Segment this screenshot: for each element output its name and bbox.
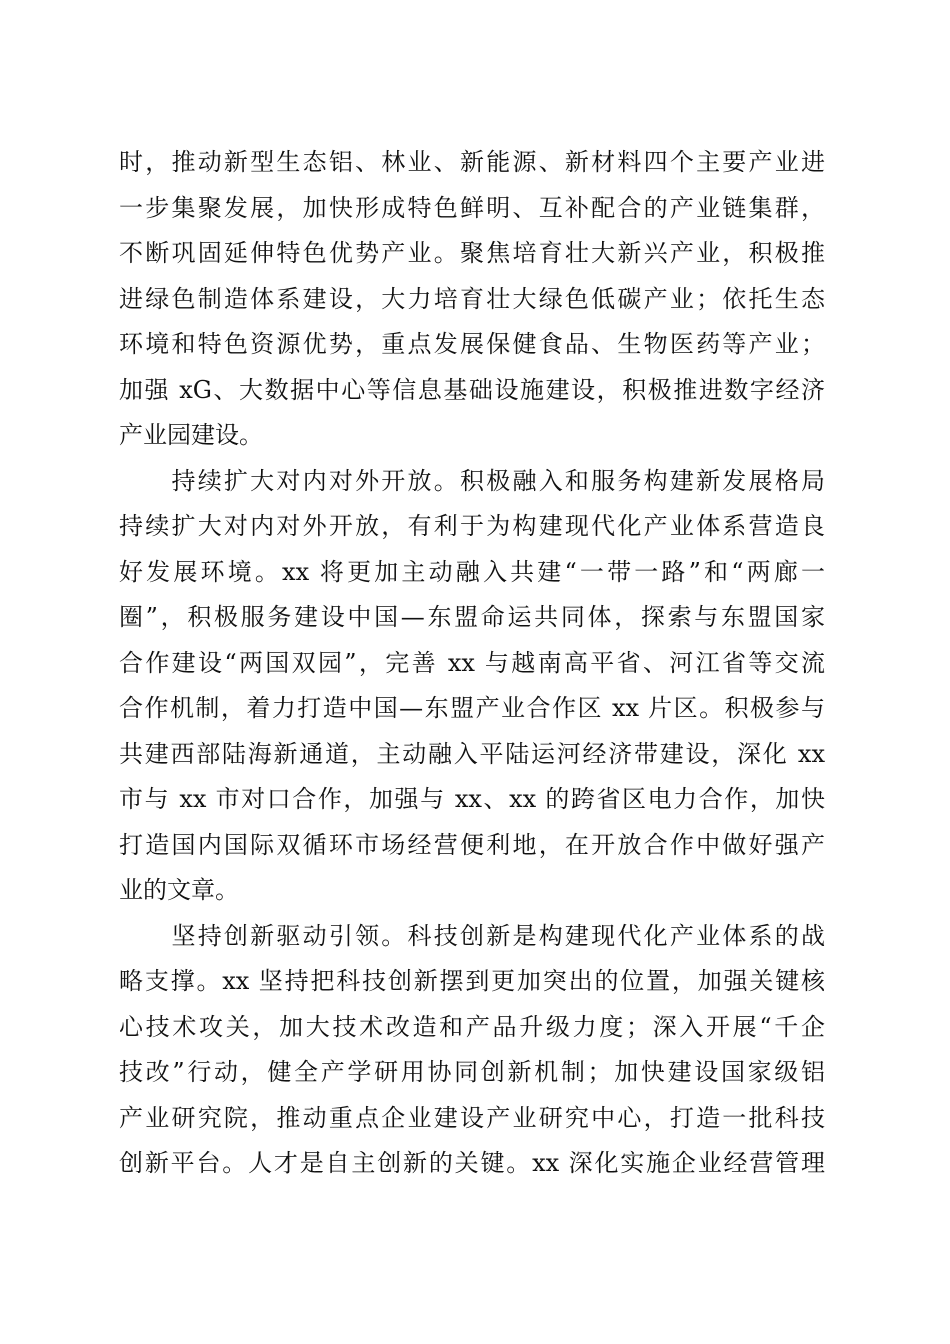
text-line: 坚持创新驱动引领。科技创新是构建现代化产业体系的战 [119,921,825,950]
document-body [119,140,825,1187]
text-line: 合作建设“两国双园”，完善 xx 与越南高平省、河江省等交流 [119,648,825,677]
text-line: 心技术攻关，加大技术改造和产品升级力度；深入开展“千企 [119,1012,825,1041]
text-line: 持续扩大对内对外开放，有利于为构建现代化产业体系营造良 [119,512,825,540]
paragraph-industry-clusters [119,140,825,459]
text-line: 业的文章。 [119,876,239,904]
paragraph-opening-up [119,459,825,914]
text-line: 时，推动新型生态铝、林业、新能源、新材料四个主要产业进 [119,148,825,176]
text-line: 打造国内国际双循环市场经营便利地，在开放合作中做好强产 [119,830,825,859]
text-line: 圈”，积极服务建设中国—东盟命运共同体，探索与东盟国家 [119,603,825,631]
text-line: 加强 xG、大数据中心等信息基础设施建设，积极推进数字经济 [119,375,825,404]
text-line: 略支撑。xx 坚持把科技创新摆到更加突出的位置，加强关键核 [119,967,825,995]
text-line: 产业研究院，推动重点企业建设产业研究中心，打造一批科技 [119,1103,825,1132]
paragraph-innovation [119,914,825,1187]
text-line: 技改”行动，健全产学研用协同创新机制；加快建设国家级铝 [119,1058,825,1086]
text-line: 不断巩固延伸特色优势产业。聚焦培育壮大新兴产业，积极推 [119,239,825,267]
text-line: 创新平台。人才是自主创新的关键。xx 深化实施企业经营管理 [119,1149,825,1177]
text-line: 一步集聚发展，加快形成特色鲜明、互补配合的产业链集群， [119,193,825,222]
text-line: 共建西部陆海新通道，主动融入平陆运河经济带建设，深化 xx [119,739,825,768]
text-line: 产业园建设。 [119,421,263,449]
text-line: 持续扩大对内对外开放。积极融入和服务构建新发展格局 [119,466,825,495]
text-line: 好发展环境。xx 将更加主动融入共建“一带一路”和“两廊一 [119,557,825,586]
text-line: 合作机制，着力打造中国—东盟产业合作区 xx 片区。积极参与 [119,694,825,722]
text-line: 市与 xx 市对口合作，加强与 xx、xx 的跨省区电力合作，加快 [119,785,825,813]
text-line: 环境和特色资源优势，重点发展保健食品、生物医药等产业； [119,330,825,358]
text-line: 进绿色制造体系建设，大力培育壮大绿色低碳产业；依托生态 [119,284,825,313]
